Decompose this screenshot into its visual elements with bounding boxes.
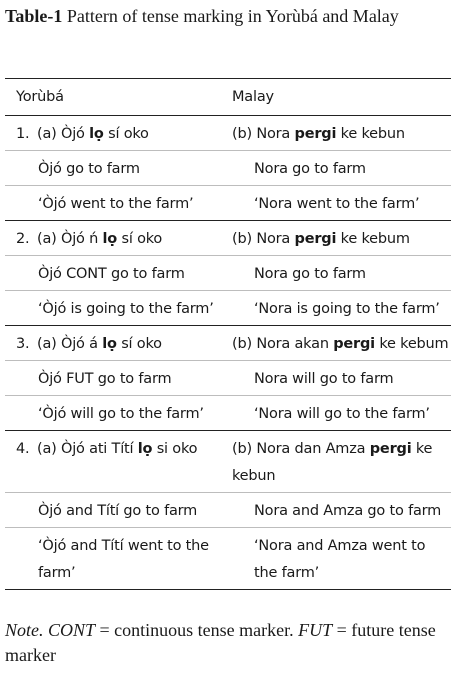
malay-translation: ‘Nora will go to the farm’: [254, 406, 430, 422]
yoruba-text: sí oko: [103, 126, 149, 142]
yoruba-verb: lọ: [137, 441, 153, 457]
yoruba-text: (a) Òjó ati Títí: [37, 441, 138, 457]
malay-text: ke kebum: [374, 336, 449, 352]
fut-abbreviation: FUT: [298, 620, 333, 640]
table-header-row: [5, 79, 451, 116]
malay-verb: pergi: [369, 441, 412, 457]
tense-table: [5, 78, 451, 590]
malay-verb: pergi: [333, 336, 375, 352]
table-caption: [5, 4, 451, 28]
yoruba-verb: lọ: [89, 126, 104, 142]
cont-definition: = continuous tense marker.: [95, 620, 299, 640]
yoruba-sentence: [5, 431, 232, 492]
malay-text: (b) Nora dan Amza: [232, 441, 370, 457]
yoruba-translation: ‘Òjó and Títí went to the farm’: [38, 538, 209, 581]
example-number: 3.: [16, 336, 30, 352]
header-malay: Malay: [232, 89, 274, 105]
gloss-row: [5, 492, 451, 527]
translation-row: [5, 395, 451, 430]
gloss-row: [5, 150, 451, 185]
malay-text: ke kebun: [232, 441, 433, 484]
malay-sentence: [232, 116, 450, 150]
fut-definition: = future tense marker: [5, 620, 436, 665]
yoruba-text: (a) Òjó á: [37, 336, 103, 352]
example-row: [5, 325, 451, 360]
header-yoruba: Yorùbá: [16, 89, 64, 105]
malay-gloss: Nora go to farm: [254, 161, 366, 177]
yoruba-text: (a) Òjó ń: [37, 231, 103, 247]
yoruba-translation: ‘Òjó will go to the farm’: [38, 406, 204, 422]
malay-text: ke kebum: [336, 231, 410, 247]
translation-row: [5, 527, 451, 589]
malay-verb: pergi: [294, 231, 337, 247]
malay-text: (b) Nora akan: [232, 336, 334, 352]
malay-gloss: Nora will go to farm: [254, 371, 394, 387]
yoruba-verb: lọ: [102, 231, 118, 247]
note-label: Note.: [5, 620, 44, 640]
table-caption-text: Pattern of tense marking in Yorùbá and Malay: [62, 6, 399, 26]
example-number: 2.: [16, 231, 30, 247]
malay-gloss: Nora go to farm: [254, 266, 366, 282]
table-label: Table-1: [5, 6, 63, 26]
malay-text: (b) Nora: [232, 231, 295, 247]
yoruba-gloss: Òjó CONT go to farm: [38, 266, 185, 282]
example-row: [5, 220, 451, 255]
malay-verb: pergi: [294, 126, 337, 142]
malay-gloss: Nora and Amza go to farm: [254, 503, 442, 519]
malay-sentence: [232, 326, 450, 360]
yoruba-sentence: [5, 116, 232, 150]
yoruba-gloss: Òjó FUT go to farm: [38, 371, 172, 387]
malay-text: (b) Nora: [232, 126, 295, 142]
gloss-row: [5, 360, 451, 395]
yoruba-translation: ‘Òjó went to the farm’: [38, 196, 194, 212]
yoruba-translation: ‘Òjó is going to the farm’: [38, 301, 214, 317]
yoruba-gloss: Òjó and Títí go to farm: [38, 503, 198, 519]
translation-row: [5, 290, 451, 325]
malay-translation: ‘Nora is going to the farm’: [254, 301, 440, 317]
yoruba-text: (a) Òjó: [37, 126, 90, 142]
example-number: 4.: [16, 441, 30, 457]
yoruba-text: sí oko: [117, 231, 163, 247]
example-number: 1.: [16, 126, 30, 142]
translation-row: [5, 185, 451, 220]
table-note: [5, 618, 451, 668]
yoruba-text: si oko: [152, 441, 198, 457]
yoruba-verb: lọ: [102, 336, 117, 352]
yoruba-sentence: [5, 221, 232, 255]
malay-text: ke kebun: [336, 126, 405, 142]
malay-sentence: [232, 221, 450, 255]
yoruba-gloss: Òjó go to farm: [38, 161, 140, 177]
malay-sentence: [232, 431, 450, 492]
example-row: [5, 116, 451, 150]
malay-translation: ‘Nora and Amza went to the farm’: [254, 538, 426, 581]
gloss-row: [5, 255, 451, 290]
yoruba-text: sí oko: [116, 336, 162, 352]
malay-translation: ‘Nora went to the farm’: [254, 196, 420, 212]
cont-abbreviation: CONT: [48, 620, 96, 640]
yoruba-sentence: [5, 326, 232, 360]
example-row: [5, 430, 451, 492]
